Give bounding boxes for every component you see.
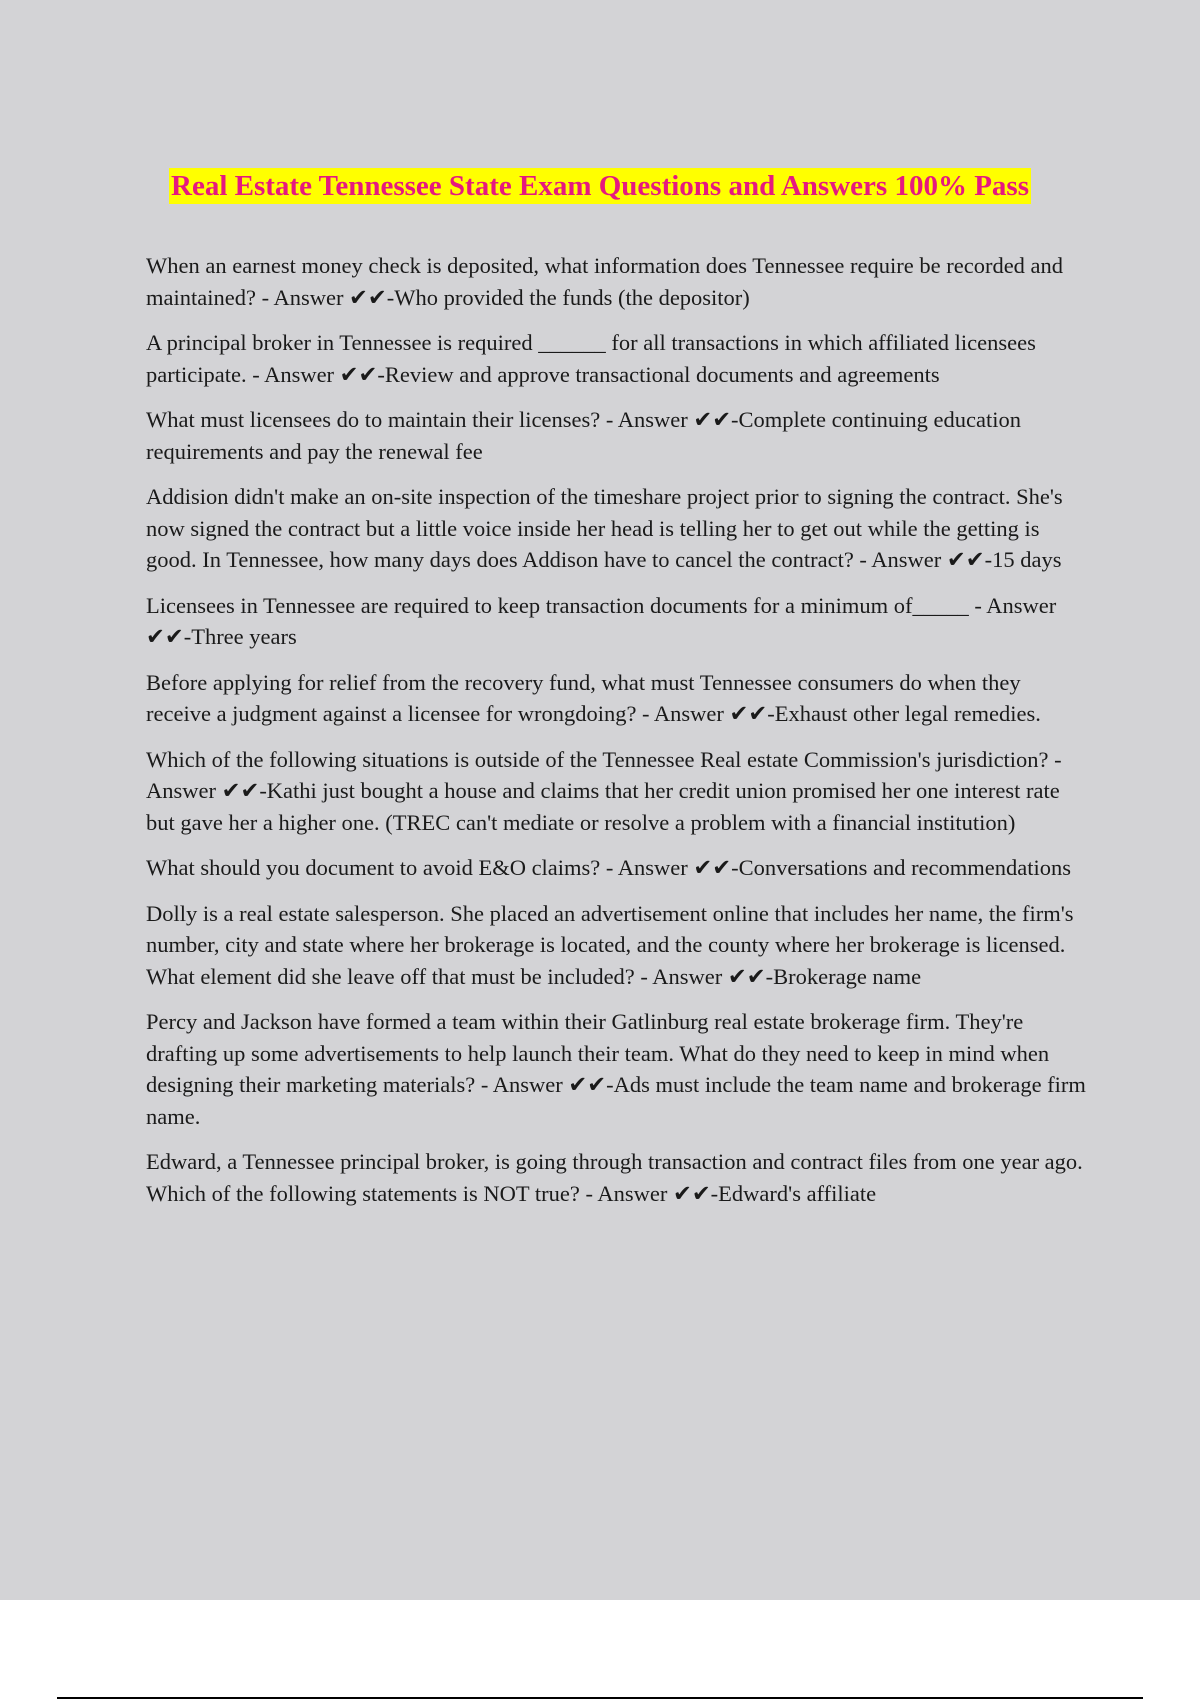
- qa-item: When an earnest money check is deposited, what information does Tennessee require be recorded and maintained? - Answer ✔✔-Who provided the funds (the depositor): [146, 253, 1064, 310]
- bottom-divider: [57, 1697, 1143, 1699]
- qa-item: Before applying for relief from the recovery fund, what must Tennessee consumers do when they receive a judgment against a licensee for wrongdoing? - Answer ✔✔-Exhaust other legal remedies.: [146, 669, 1041, 726]
- qa-item: Dolly is a real estate salesperson. She placed an advertisement online that includes her name, the firm's number, city and state where her brokerage is located, and the county where her brokerage is licensed. What element did she leave off that must be included? - Answer ✔✔-Brokerage name: [146, 900, 1074, 989]
- qa-item: What must licensees do to maintain their licenses? - Answer ✔✔-Complete continuing education requirements and pay the renewal fee: [146, 407, 1021, 464]
- title-block: [0, 168, 1200, 204]
- qa-list: [146, 250, 1091, 1223]
- qa-item: A principal broker in Tennessee is required ______ for all transactions in which affiliated licensees participate. - Answer ✔✔-Review and approve transactional documents and agreements: [146, 330, 1036, 387]
- qa-item: Addision didn't make an on-site inspection of the timeshare project prior to signing the contract. She's now signed the contract but a little voice inside her head is telling her to get out while the getting is good. In Tennessee, how many days does Addison have to cancel the contract? - Answer ✔✔-15 days: [146, 484, 1063, 572]
- qa-item: Which of the following situations is outside of the Tennessee Real estate Commission's jurisdiction? - Answer ✔✔-Kathi just bought a house and claims that her credit union promised her one interest rate but gave her a higher one. (TREC can't mediate or resolve a problem with a financial institution): [146, 746, 1062, 835]
- document-title: Real Estate Tennessee State Exam Questions and Answers 100% Pass: [171, 170, 1029, 202]
- qa-item: Edward, a Tennessee principal broker, is going through transaction and contract files from one year ago. Which of the following statements is NOT true? - Answer ✔✔-Edward's affiliate: [146, 1149, 1083, 1206]
- qa-item: Licensees in Tennessee are required to keep transaction documents for a minimum of_____ - Answer ✔✔-Three years: [146, 592, 1057, 649]
- qa-item: Percy and Jackson have formed a team within their Gatlinburg real estate brokerage firm. They're drafting up some advertisements to help launch their team. What do they need to keep in mind when designing their marketing materials? - Answer ✔✔-Ads must include the team name and brokerage firm name.: [146, 1009, 1086, 1129]
- qa-item: What should you document to avoid E&O claims? - Answer ✔✔-Conversations and recommendations: [146, 855, 1072, 880]
